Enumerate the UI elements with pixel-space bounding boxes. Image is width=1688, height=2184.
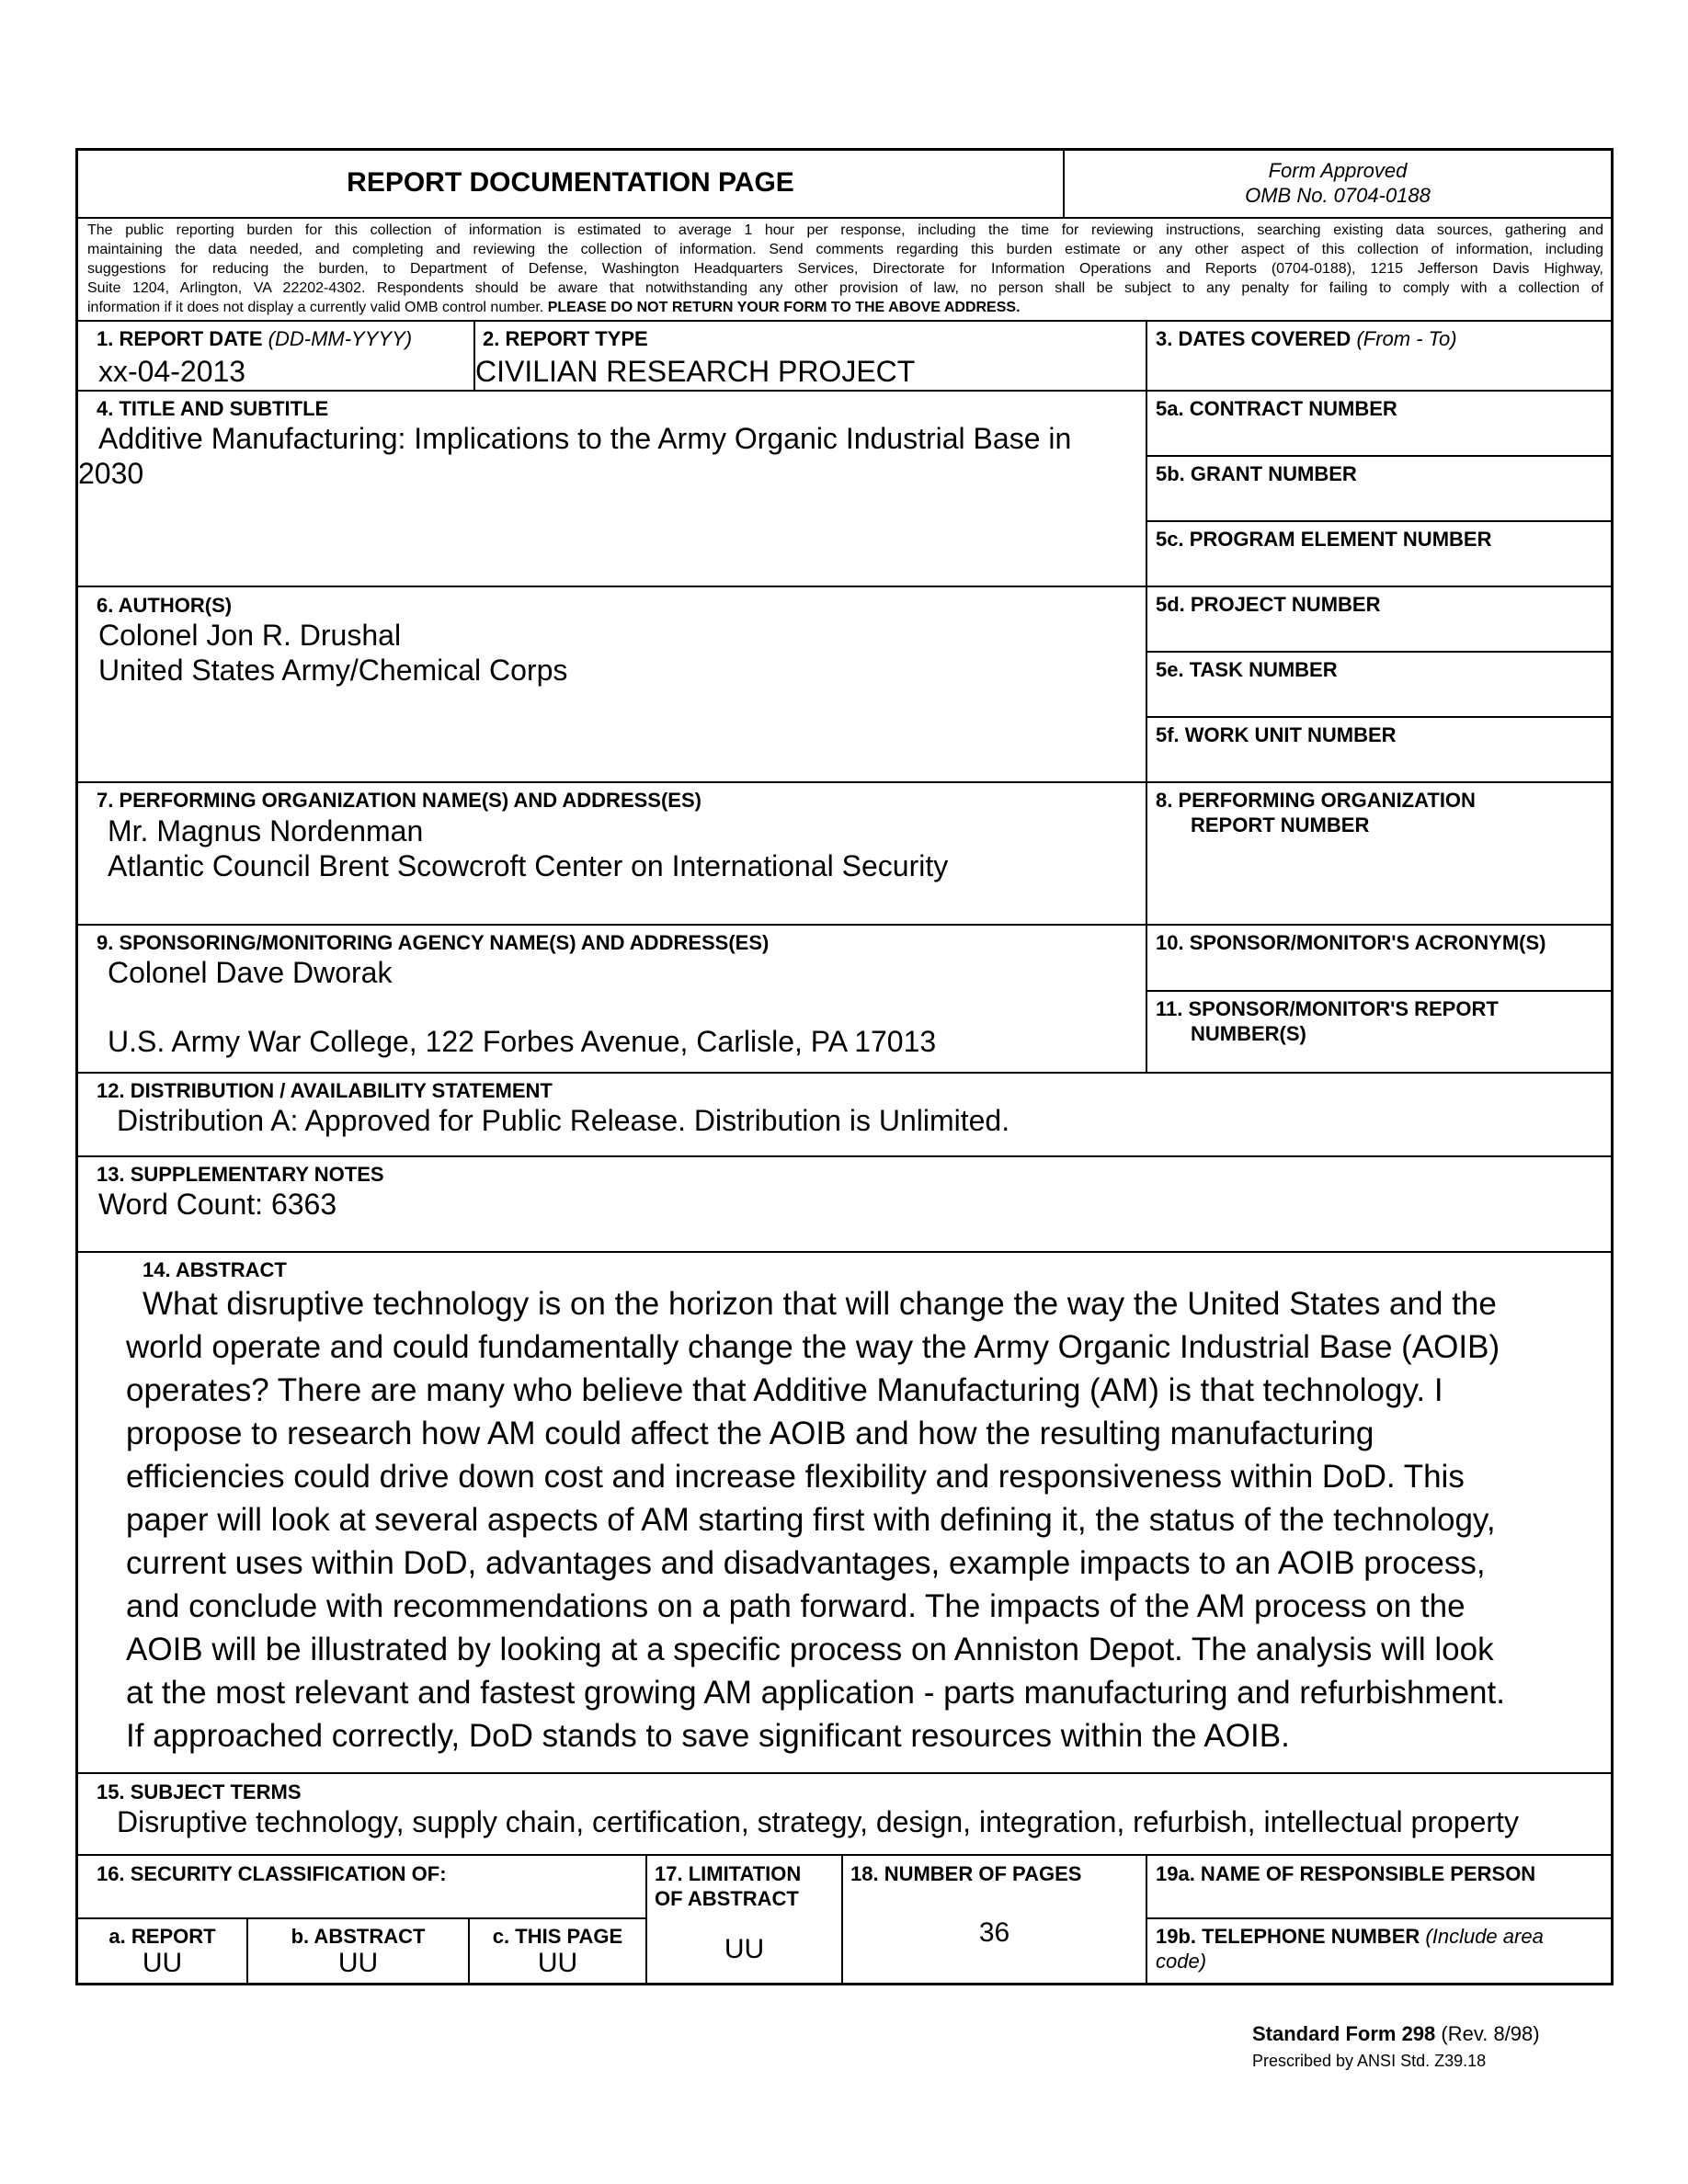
page-title: REPORT DOCUMENTATION PAGE	[347, 167, 794, 198]
author-name: Colonel Jon R. Drushal	[98, 619, 402, 652]
omb-number: OMB No. 0704-0188	[1245, 184, 1431, 207]
report-documentation-form	[75, 148, 1614, 1985]
abstract-line: operates? There are many who believe that Additive Manufacturing (AM) is that technology. I	[126, 1372, 1443, 1408]
word-count: Word Count: 6363	[98, 1188, 337, 1221]
sponsor-report-number-label: NUMBER(S)	[1191, 1022, 1306, 1045]
abstract-line: at the most relevant and fastest growing AM application - parts manufacturing and refurbishment.	[126, 1675, 1505, 1711]
burden-last-line: information if it does not display a currently valid OMB control number.	[87, 300, 544, 315]
security-classification-label: 16. SECURITY CLASSIFICATION OF:	[97, 1862, 447, 1885]
this-page-class-value: UU	[537, 1948, 578, 1978]
sponsoring-agency-label: 9. SPONSORING/MONITORING AGENCY NAME(S) AND ADDRESS(ES)	[97, 931, 770, 954]
sponsor-address: U.S. Army War College, 122 Forbes Avenue, Carlisle, PA 17013	[108, 1025, 937, 1058]
grant-number-label: 5b. GRANT NUMBER	[1156, 462, 1357, 485]
rule	[78, 1854, 1611, 1856]
limitation-abstract-label: 17. LIMITATION	[655, 1862, 802, 1885]
limitation-abstract-value: UU	[724, 1934, 765, 1964]
performing-org-name: Mr. Magnus Nordenman	[108, 814, 424, 847]
work-unit-number-label: 5f. WORK UNIT NUMBER	[1156, 723, 1397, 746]
abstract-line: propose to research how AM could affect the AOIB and how the resulting manufacturing	[126, 1416, 1374, 1451]
sponsor-name: Colonel Dave Dworak	[108, 956, 393, 989]
limitation-abstract-label: OF ABSTRACT	[655, 1887, 799, 1910]
burden-line	[87, 298, 1603, 317]
burden-statement	[87, 221, 1603, 317]
rule	[78, 924, 1611, 926]
responsible-person-label: 19a. NAME OF RESPONSIBLE PERSON	[1156, 1862, 1536, 1885]
title-subtitle-label: 4. TITLE AND SUBTITLE	[97, 397, 329, 420]
rule	[1146, 320, 1147, 1072]
author-affiliation: United States Army/Chemical Corps	[98, 654, 568, 687]
rule	[1146, 455, 1611, 457]
abstract-line: What disruptive technology is on the horizon that will change the way the United States and the	[143, 1286, 1497, 1322]
contract-number-label: 5a. CONTRACT NUMBER	[1156, 397, 1397, 420]
rule	[1146, 1917, 1611, 1919]
rule	[78, 1917, 645, 1919]
distribution-value: Distribution A: Approved for Public Release. Distribution is Unlimited.	[117, 1104, 1010, 1137]
subject-terms-label: 15. SUBJECT TERMS	[97, 1780, 302, 1803]
distribution-label: 12. DISTRIBUTION / AVAILABILITY STATEMENT	[97, 1079, 553, 1102]
number-of-pages-value: 36	[978, 1917, 1010, 1948]
report-type-label: 2. REPORT TYPE	[483, 327, 648, 350]
abstract-line: paper will look at several aspects of AM starting first with defining it, the status of the technology,	[126, 1502, 1496, 1538]
rule	[1146, 520, 1611, 522]
rule	[1146, 651, 1611, 653]
rule	[78, 390, 1611, 392]
burden-line: The public reporting burden for this collection of information is estimated to average 1 hour per response, including the time for reviewing instructions, searching existing data sources, gathering and	[87, 222, 1603, 238]
abstract-label: 14. ABSTRACT	[143, 1258, 287, 1281]
abstract-line: AOIB will be illustrated by looking at a specific process on Anniston Depot. The analysis will look	[126, 1632, 1494, 1667]
sponsor-report-number-label: 11. SPONSOR/MONITOR'S REPORT	[1156, 997, 1499, 1020]
supplementary-notes-label: 13. SUPPLEMENTARY NOTES	[97, 1163, 384, 1186]
rule	[78, 1251, 1611, 1253]
subject-terms-value: Disruptive technology, supply chain, certification, strategy, design, integration, refurbish, intellectual property	[117, 1805, 1519, 1838]
dates-covered-hint: (From - To)	[1356, 327, 1457, 350]
program-element-label: 5c. PROGRAM ELEMENT NUMBER	[1156, 528, 1492, 551]
rule	[78, 586, 1611, 587]
authors-label: 6. AUTHOR(S)	[97, 594, 233, 617]
burden-line: maintaining the data needed, and completing and reviewing the collection of information. Send comments regarding this burden estimate or any other aspect of this collection of information, including	[87, 242, 1603, 257]
report-date-label: 1. REPORT DATE (DD-MM-YYYY)	[97, 327, 413, 350]
burden-line: suggestions for reducing the burden, to Department of Defense, Washington Headquarters Services, Directorate for Information Operations and Reports (0704-0188), 1215 Jefferson Davis Highway,	[87, 261, 1603, 277]
performing-org-center: Atlantic Council Brent Scowcroft Center on International Security	[108, 849, 949, 882]
form-approved-label: Form Approved	[1268, 159, 1408, 182]
performing-org-report-label: 8. PERFORMING ORGANIZATION	[1156, 789, 1476, 812]
rule	[78, 1155, 1611, 1157]
telephone-hint: (Include area	[1425, 1925, 1544, 1948]
rule	[78, 1072, 1611, 1074]
task-number-label: 5e. TASK NUMBER	[1156, 658, 1338, 681]
abstract-line: efficiencies could drive down cost and increase flexibility and responsiveness within DoD. This	[126, 1459, 1465, 1495]
performing-org-report-label: REPORT NUMBER	[1191, 813, 1370, 836]
number-of-pages-label: 18. NUMBER OF PAGES	[850, 1862, 1082, 1885]
rule	[1146, 990, 1611, 992]
rule	[1146, 716, 1611, 718]
report-class-label: a. REPORT	[108, 1925, 216, 1948]
rule	[78, 1772, 1611, 1774]
burden-line: Suite 1204, Arlington, VA 22202-4302. Respondents should be aware that notwithstanding any other provision of law, no person shall be subject to any penalty for failing to comply with a collection of	[87, 280, 1603, 296]
rule	[78, 320, 1611, 322]
report-class-value: UU	[142, 1948, 183, 1978]
title-value-line: Additive Manufacturing: Implications to the Army Organic Industrial Base in	[98, 422, 1072, 455]
rule	[1146, 1854, 1147, 1983]
title-value-line: 2030	[78, 457, 144, 490]
project-number-label: 5d. PROJECT NUMBER	[1156, 593, 1381, 616]
report-type-value: CIVILIAN RESEARCH PROJECT	[475, 355, 916, 388]
standard-form-rev: (Rev. 8/98)	[1441, 2022, 1540, 2045]
abstract-class-label: b. ABSTRACT	[291, 1925, 426, 1948]
report-date-hint: (DD-MM-YYYY)	[268, 327, 413, 350]
abstract-line: current uses within DoD, advantages and disadvantages, example impacts to an AOIB process,	[126, 1545, 1486, 1581]
sponsor-acronym-label: 10. SPONSOR/MONITOR'S ACRONYM(S)	[1156, 931, 1546, 954]
abstract-line: world operate and could fundamentally change the way the Army Organic Industrial Base (AOIB)	[126, 1329, 1500, 1365]
abstract-body	[126, 1282, 1505, 1757]
telephone-number-label: 19b. TELEPHONE NUMBER (Include area	[1156, 1925, 1544, 1948]
abstract-class-value: UU	[337, 1948, 379, 1978]
standard-form-name: Standard Form 298	[1252, 2022, 1436, 2045]
performing-org-label: 7. PERFORMING ORGANIZATION NAME(S) AND ADDRESS(ES)	[97, 789, 701, 812]
abstract-line: and conclude with recommendations on a path forward. The impacts of the AM process on the	[126, 1588, 1466, 1624]
standard-form-label	[1252, 2022, 1540, 2046]
telephone-hint-line2: code)	[1156, 1950, 1207, 1973]
abstract-line: If approached correctly, DoD stands to save significant resources within the AOIB.	[126, 1718, 1290, 1754]
rule	[78, 781, 1611, 783]
this-page-class-label: c. THIS PAGE	[492, 1925, 623, 1948]
burden-warning: PLEASE DO NOT RETURN YOUR FORM TO THE ABOVE ADDRESS.	[547, 300, 1021, 315]
report-date-value: xx-04-2013	[98, 355, 246, 388]
prescribed-by: Prescribed by ANSI Std. Z39.18	[1252, 2052, 1487, 2070]
rule	[78, 217, 1611, 219]
dates-covered-label: 3. DATES COVERED (From - To)	[1156, 327, 1457, 350]
